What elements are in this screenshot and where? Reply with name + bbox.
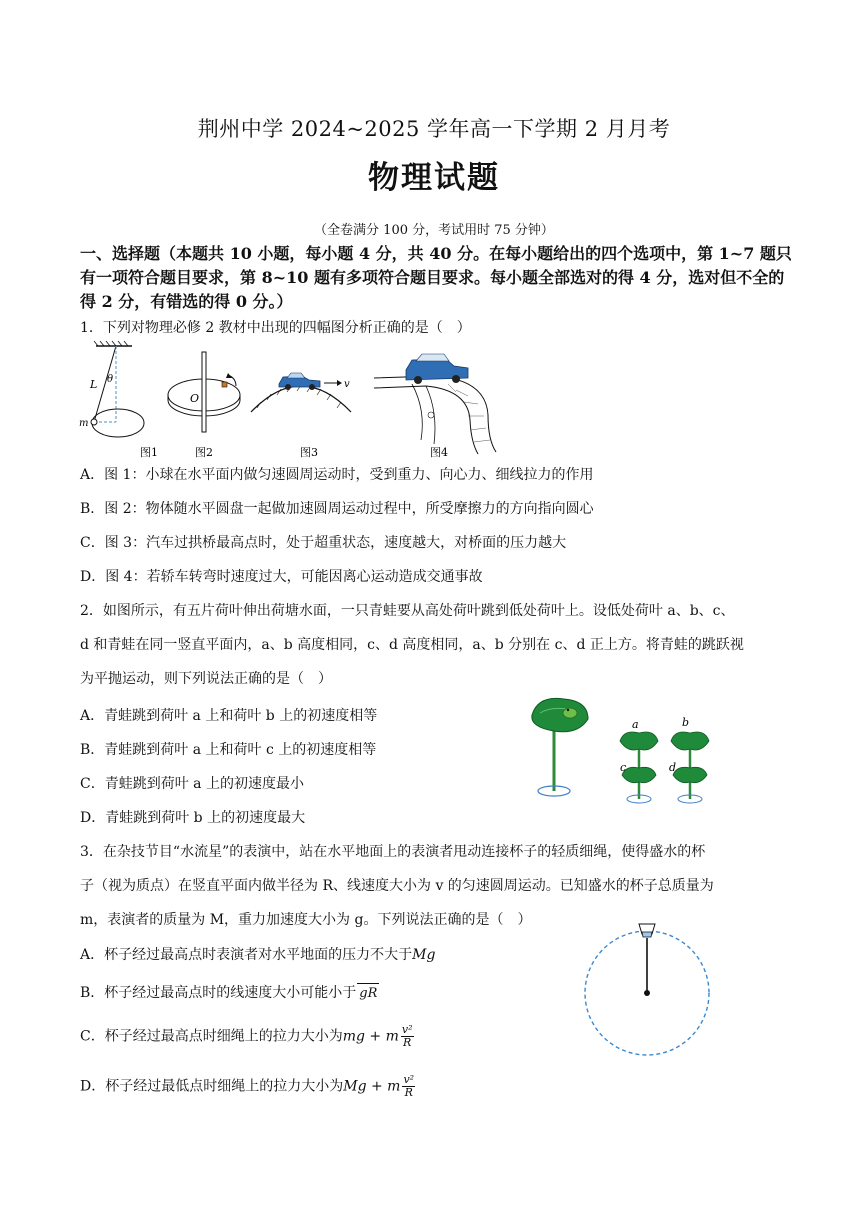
figure-3-bridge bbox=[251, 373, 351, 412]
leaf-label-c: c bbox=[620, 761, 627, 774]
q3-option-b: B．杯子经过最高点时的线速度大小可能小于 gR bbox=[80, 983, 379, 1004]
exam-title: 荆州中学 2024~2025 学年高一下学期 2 月月考 bbox=[197, 117, 671, 141]
fig2-label-O: O bbox=[190, 392, 200, 405]
exam-subject: 物理试题 bbox=[368, 160, 500, 196]
q2-stem-line1: 2．如图所示，有五片荷叶伸出荷塘水面，一只青蛙要从高处荷叶跳到低处荷叶上。设低处荷叶 a、b、c、 bbox=[80, 603, 735, 619]
leaf-label-d: d bbox=[669, 761, 677, 774]
leaf-label-b: b bbox=[682, 716, 690, 729]
section-heading: 一、选择题（本题共 10 小题，每小题 4 分，共 40 分。在每小题给出的四个选项中，第 1~7 题只有一项符合题目要求，第 8~10 题有多项符合题目要求。每小题全部选对的得 4 分，选对但不全的得 2 分，有错选的得 0 分。） bbox=[80, 244, 792, 311]
fig2-caption: 图2 bbox=[195, 446, 213, 459]
figure-4-turning-car bbox=[374, 354, 496, 454]
fig1-label-theta: θ bbox=[107, 374, 114, 385]
q2-option-d: D．青蛙跳到荷叶 b 上的初速度最大 bbox=[80, 810, 306, 826]
q1-stem: 1．下列对物理必修 2 教材中出现的四幅图分析正确的是（ ） bbox=[80, 320, 471, 336]
frog-leaf bbox=[532, 698, 588, 796]
q3-stem-line1: 3．在杂技节目“水流星”的表演中，站在水平地面上的表演者甩动连接杯子的轻质细绳，使得盛水的杯 bbox=[80, 844, 706, 860]
figure-2-disk bbox=[168, 352, 240, 432]
frac-v2-over-R-2: $\frac{\text{v²}}{R}$ bbox=[403, 1073, 415, 1099]
fig4-caption: 图4 bbox=[430, 446, 448, 459]
exam-note: （全卷满分 100 分，考试用时 75 分钟） bbox=[314, 223, 554, 238]
fig1-caption: 图1 bbox=[140, 446, 158, 459]
q2-stem-line2: d 和青蛙在同一竖直平面内，a、b 高度相同，c、d 高度相同，a、b 分别在 c、d 正上方。将青蛙的跳跃视 bbox=[80, 637, 744, 653]
q3-option-c: C．杯子经过最高点时细绳上的拉力大小为mg + m $\frac{\text{v²}}{R}$ bbox=[80, 1023, 413, 1049]
sqrt-gR: gR bbox=[357, 983, 379, 1004]
q3-option-a: A．杯子经过最高点时表演者对水平地面的压力不大于Mg bbox=[80, 947, 436, 963]
q1-option-b: B．图 2：物体随水平圆盘一起做加速圆周运动过程中，所受摩擦力的方向指向圆心 bbox=[80, 501, 594, 517]
fig3-label-v: v bbox=[344, 379, 350, 390]
q1-option-d: D．图 4：若轿车转弯时速度过大，可能因离心运动造成交通事故 bbox=[80, 569, 483, 585]
q2-lotus-figure bbox=[524, 695, 724, 807]
figure-1-pendulum bbox=[79, 341, 144, 437]
fig3-caption: 图3 bbox=[300, 446, 318, 459]
leaf-label-a: a bbox=[632, 718, 639, 731]
q2-option-c: C．青蛙跳到荷叶 a 上的初速度最小 bbox=[80, 776, 304, 792]
fig1-label-m: m bbox=[79, 418, 89, 429]
q2-stem-line3: 为平抛运动，则下列说法正确的是（ ） bbox=[80, 671, 332, 687]
q1-figures bbox=[76, 340, 516, 465]
q2-option-a: A．青蛙跳到荷叶 a 上和荷叶 b 上的初速度相等 bbox=[80, 708, 378, 724]
frac-v2-over-R: $\frac{\text{v²}}{R}$ bbox=[401, 1023, 413, 1049]
q2-option-b: B．青蛙跳到荷叶 a 上和荷叶 c 上的初速度相等 bbox=[80, 742, 377, 758]
q3-option-d: D．杯子经过最低点时细绳上的拉力大小为Mg + m $\frac{\text{v²}}{R}$ bbox=[80, 1073, 415, 1099]
q3-stem-line2: 子（视为质点）在竖直平面内做半径为 R、线速度大小为 v 的匀速圆周运动。已知盛水的杯子总质量为 bbox=[80, 878, 714, 894]
q3-stem-line3: m，表演者的质量为 M，重力加速度大小为 g。下列说法正确的是（ ） bbox=[80, 912, 532, 928]
q1-option-a: A．图 1：小球在水平面内做匀速圆周运动时，受到重力、向心力、细线拉力的作用 bbox=[80, 467, 594, 483]
q3-water-meteor-figure bbox=[580, 920, 715, 1060]
leaf-b bbox=[671, 732, 709, 799]
q1-option-c: C．图 3：汽车过拱桥最高点时，处于超重状态，速度越大，对桥面的压力越大 bbox=[80, 535, 567, 551]
fig1-label-L: L bbox=[90, 378, 98, 391]
